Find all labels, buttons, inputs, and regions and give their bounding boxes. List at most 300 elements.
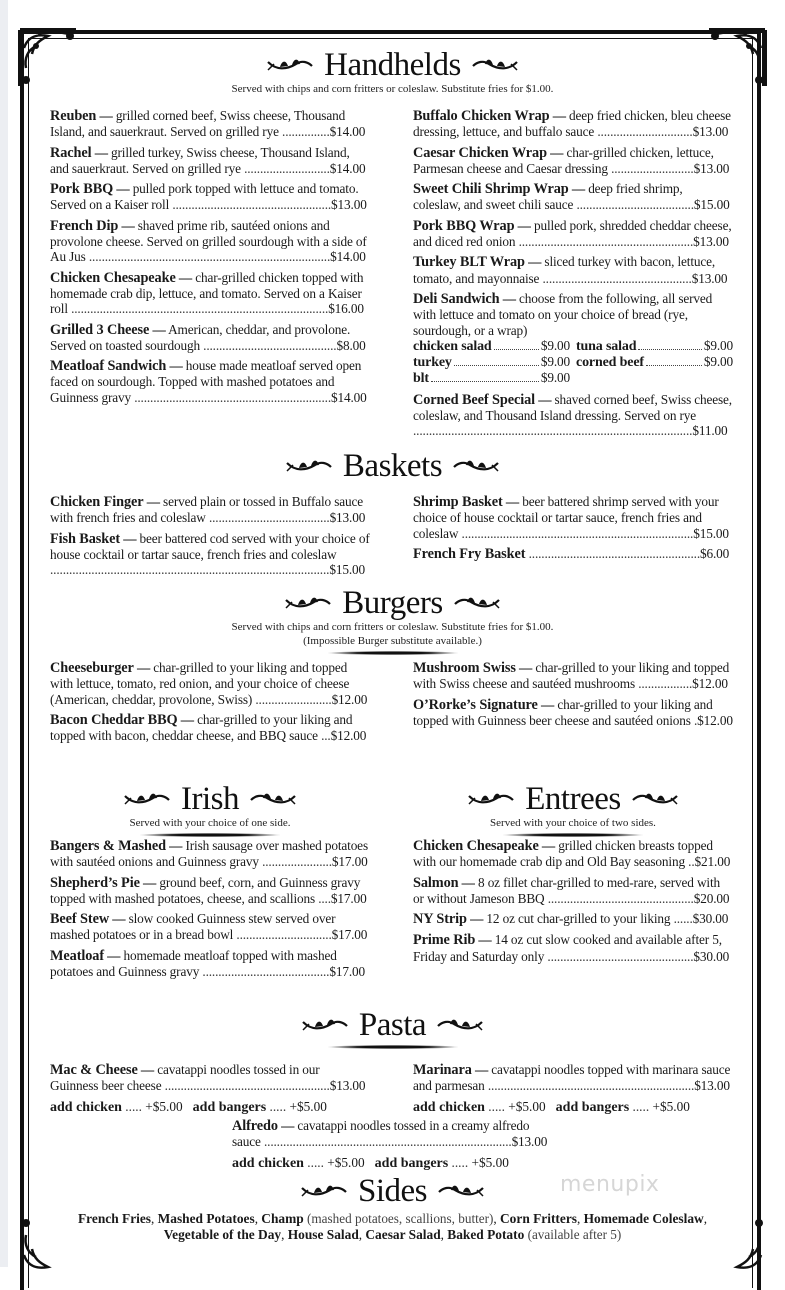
- addon-price: +$5.00: [327, 1154, 365, 1170]
- dot-leader: ......................................................: [528, 545, 701, 561]
- swirl-right-icon: [437, 1182, 485, 1200]
- menu-item: [50, 181, 370, 213]
- menu-item: [413, 697, 733, 729]
- dot-leader: .................................................................: [487, 1078, 695, 1094]
- dot-leader: .: [693, 712, 698, 728]
- item-price: $13.00: [693, 234, 729, 250]
- dot-leader: ..............................: [236, 927, 332, 943]
- addon-price: +$5.00: [508, 1098, 546, 1114]
- section-header-baskets: [270, 449, 515, 483]
- addon-name: add chicken: [50, 1099, 122, 1115]
- dot-leader: ............................................................................: [88, 249, 331, 265]
- side-item: Mashed Potatoes: [157, 1211, 255, 1226]
- item-name: Mac & Cheese: [50, 1062, 138, 1078]
- dash: —: [136, 660, 151, 675]
- dot-leader: .................: [638, 676, 693, 692]
- dot-leader: ...........................: [244, 160, 330, 176]
- item-price: $12.00: [697, 712, 733, 728]
- section-divider: [503, 833, 643, 837]
- price-line: [519, 234, 729, 249]
- addon-name: add bangers: [555, 1099, 630, 1115]
- dash: —: [502, 290, 516, 306]
- menu-item: [413, 218, 733, 250]
- option-name: blt: [413, 371, 429, 387]
- item-price: $30.00: [692, 911, 729, 927]
- item-name: French Fry Basket: [413, 545, 526, 562]
- item-name: Deli Sandwich: [413, 290, 500, 307]
- item-name: French Dip: [50, 217, 119, 234]
- dash: —: [470, 911, 484, 927]
- price-line: [321, 728, 366, 743]
- page-edge: [0, 0, 8, 1267]
- item-name: Chicken Chesapeake: [50, 269, 176, 286]
- option-price: $9.00: [703, 337, 733, 353]
- item-description: grilled corned beef, Swiss cheese, Thousand Island, and sauerkraut. Served on grilled rye: [50, 108, 346, 140]
- addon-bangers: [375, 1155, 509, 1172]
- dash: —: [528, 254, 542, 270]
- item-name: Pork BBQ: [50, 181, 114, 198]
- dot-leader: ....: [318, 890, 331, 906]
- option-name: turkey: [413, 355, 452, 371]
- dash: —: [505, 494, 520, 509]
- item-name: Alfredo: [232, 1118, 278, 1134]
- item-description: beer battered shrimp served with your choice of house cocktail or tartar sauce, french fries and coleslaw: [413, 494, 719, 541]
- item-description: 12 oz cut char-grilled to your liking: [486, 911, 671, 927]
- price-line: [674, 911, 729, 926]
- menu-item: [413, 1062, 733, 1094]
- section-header-pasta: [270, 1008, 515, 1049]
- handhelds-right-column: [413, 108, 733, 444]
- menu-item: [413, 145, 733, 177]
- item-description: char-grilled chicken, lettuce, Parmesan cheese and Caesar dressing: [413, 144, 714, 176]
- swirl-right-icon: [471, 56, 519, 74]
- dash: —: [121, 217, 135, 233]
- item-description: ground beef, corn, and Guinness gravy topped with mashed potatoes, cheese, and scallions: [50, 874, 361, 906]
- dot-leader: [454, 365, 539, 366]
- item-description: grilled chicken breasts topped with our homemade crab dip and Old Bay seasoning: [413, 838, 713, 870]
- item-name: Marinara: [413, 1062, 472, 1078]
- corner-ornament-icon: [707, 28, 767, 88]
- corner-ornament-icon: [18, 28, 78, 88]
- section-title: Baskets: [342, 448, 443, 484]
- addon-bangers: [193, 1099, 327, 1116]
- menu-item: [50, 531, 370, 578]
- item-price: $30.00: [693, 948, 730, 964]
- price-line: [548, 891, 730, 906]
- item-description: char-grilled to your liking and topped with Swiss cheese and sautéed mushrooms: [413, 660, 730, 692]
- dot-leader: ........................: [255, 691, 332, 707]
- section-subtitle-2: (Impossible Burger substitute available.): [303, 635, 482, 647]
- item-price: $13.00: [691, 270, 728, 286]
- dot-leader: ........................................: [202, 964, 330, 980]
- item-description: cavatappi noodles tossed in our Guinness beer cheese: [50, 1062, 320, 1094]
- dash: —: [538, 391, 552, 407]
- menu-item: [50, 1062, 370, 1094]
- item-price: $13.00: [331, 197, 367, 213]
- dot-leader: ..............................................................................: [263, 1134, 512, 1150]
- section-subtitle: Served with your choice of one side.: [129, 817, 291, 829]
- dot-leader: ......................................: [208, 510, 330, 526]
- section-divider: [328, 1045, 458, 1049]
- item-description: 8 oz fillet char-grilled to med-rare, served with or without Jameson BBQ: [413, 874, 720, 906]
- dot-leader: [646, 365, 702, 366]
- burgers-left-column: [50, 660, 370, 748]
- item-description: deep fried chicken, bleu cheese dressing, lettuce, and buffalo sauce: [413, 108, 731, 140]
- pasta-left-column: [50, 1062, 370, 1116]
- dash: —: [112, 911, 126, 927]
- item-name: Chicken Finger: [50, 494, 144, 510]
- item-price: $12.00: [692, 676, 728, 692]
- menu-item: [50, 322, 370, 354]
- price-line: [597, 124, 728, 139]
- price-line: [694, 713, 733, 728]
- deli-options: [413, 338, 733, 387]
- item-name: Buffalo Chicken Wrap: [413, 108, 550, 124]
- menu-item: [413, 932, 733, 964]
- price-line: [71, 301, 364, 316]
- item-price: $16.00: [328, 301, 364, 317]
- burgers-right-column: [413, 660, 733, 733]
- addon-bangers: [556, 1099, 690, 1116]
- dot-leader: ......: [673, 911, 693, 927]
- item-name: O’Rorke’s Signature: [413, 696, 538, 713]
- swirl-left-icon: [467, 790, 515, 808]
- pasta-right-column: [413, 1062, 733, 1116]
- dash: —: [461, 874, 475, 890]
- item-price: $6.00: [700, 545, 730, 561]
- price-line: [244, 161, 365, 176]
- swirl-left-icon: [285, 457, 333, 475]
- deli-option: [413, 370, 570, 386]
- deli-option: [413, 338, 570, 354]
- item-name: Caesar Chicken Wrap: [413, 144, 547, 161]
- addon-price: +$5.00: [652, 1098, 690, 1114]
- option-price: $9.00: [540, 337, 570, 353]
- item-price: $11.00: [692, 423, 728, 439]
- menu-item: [50, 948, 370, 980]
- dash: —: [94, 144, 108, 160]
- item-name: Shrimp Basket: [413, 494, 503, 510]
- swirl-right-icon: [453, 594, 501, 612]
- item-description: 14 oz cut slow cooked and available after 5, Friday and Saturday only: [413, 932, 722, 964]
- dash: —: [143, 874, 157, 890]
- addon-chicken: [232, 1155, 365, 1172]
- section-title: Irish: [181, 781, 239, 817]
- item-description: deep fried shrimp, coleslaw, and sweet chili sauce: [413, 181, 683, 213]
- price-line: [255, 692, 367, 707]
- dot-leader: [494, 349, 539, 350]
- pasta-center-column: [232, 1118, 552, 1172]
- dot-leader: [431, 381, 539, 382]
- item-price: $15.00: [693, 525, 729, 541]
- item-price: $12.00: [330, 728, 367, 744]
- section-divider: [328, 651, 458, 655]
- addon-dots: .....: [448, 1154, 472, 1170]
- section-header-irish: [60, 782, 360, 837]
- menu-item: [50, 108, 370, 140]
- dot-leader: ..............................................: [547, 948, 694, 964]
- dash: —: [169, 358, 183, 374]
- dot-leader: ..: [688, 854, 695, 870]
- section-header-handhelds: [100, 48, 685, 96]
- item-description: char-grilled to your liking and topped with lettuce, tomato, red onion, and your choice of cheese (American, cheddar, provolone, Swiss): [50, 660, 350, 707]
- addon-dots: .....: [484, 1098, 509, 1114]
- item-name: Meatloaf Sandwich: [50, 358, 167, 375]
- item-price: $14.00: [329, 124, 366, 140]
- section-title: Pasta: [358, 1007, 427, 1043]
- dot-leader: ...............: [282, 124, 330, 140]
- item-name: Rachel: [50, 144, 92, 161]
- addon-price: +$5.00: [145, 1098, 183, 1114]
- price-line: [89, 249, 366, 264]
- price-line: [462, 526, 729, 541]
- menu-item: [50, 911, 370, 943]
- side-item: Caesar Salad: [365, 1227, 441, 1242]
- dot-leader: ..................................................: [172, 197, 332, 213]
- item-name: Beef Stew: [50, 911, 110, 928]
- side-item: French Fries: [78, 1211, 152, 1226]
- item-description: grilled turkey, Swiss cheese, Thousand Island, and sauerkraut. Served on grilled rye: [50, 144, 350, 176]
- dash: —: [474, 1062, 489, 1077]
- section-title: Entrees: [525, 781, 621, 817]
- dot-leader: ......................: [262, 854, 332, 870]
- addon-chicken: [50, 1099, 183, 1116]
- item-description: sliced turkey with bacon, lettuce, tomato, and mayonnaise: [413, 254, 716, 286]
- item-price: $15.00: [693, 197, 730, 213]
- item-name: Shepherd’s Pie: [50, 874, 140, 891]
- item-description: pulled pork topped with lettuce and tomato. Served on a Kaiser roll: [50, 181, 359, 213]
- menu-item: [413, 875, 733, 907]
- dot-leader: .........................................................................: [461, 525, 694, 541]
- price-line: [638, 676, 728, 691]
- price-line: [543, 271, 728, 286]
- pasta-addons: [232, 1155, 552, 1172]
- menu-item: [232, 1118, 552, 1150]
- price-line: [488, 1078, 730, 1093]
- item-description: cavatappi noodles tossed in a creamy alfredo sauce: [232, 1118, 530, 1150]
- item-price: $17.00: [331, 927, 368, 943]
- sides-list: French Fries, Mashed Potatoes, Champ (mashed potatoes, scallions, butter), Corn Fritters, Homemade Coleslaw, Vegetable of the Day, House Salad, Caesar Salad, Baked Potato (available after 5): [78, 1211, 707, 1242]
- price-line: [209, 510, 365, 525]
- price-line: [264, 1134, 547, 1149]
- menu-item: [50, 145, 370, 177]
- menu-item: [50, 494, 370, 526]
- section-subtitle: Served with your choice of two sides.: [490, 817, 656, 829]
- baskets-left-column: [50, 494, 370, 582]
- option-name: chicken salad: [413, 338, 492, 354]
- menu-item: [413, 494, 733, 541]
- price-line: [688, 854, 730, 869]
- menu-item: [50, 712, 370, 744]
- item-price: $13.00: [329, 510, 366, 526]
- dot-leader: ..........................: [611, 160, 694, 176]
- price-line: [262, 854, 368, 869]
- item-price: $20.00: [693, 890, 730, 906]
- dash: —: [178, 269, 193, 285]
- handhelds-left-column: [50, 108, 370, 410]
- item-name: Reuben: [50, 108, 97, 124]
- swirl-left-icon: [300, 1182, 348, 1200]
- item-price: $8.00: [336, 337, 366, 353]
- menu-item: [413, 254, 733, 286]
- menu-item: [50, 358, 370, 405]
- addon-dots: .....: [303, 1154, 328, 1170]
- option-name: corned beef: [576, 355, 644, 371]
- section-title: Handhelds: [324, 47, 461, 83]
- dot-leader: ........................................................................................: [50, 562, 330, 578]
- item-description: slow cooked Guinness stew served over mashed potatoes or in a bread bowl: [50, 911, 336, 943]
- dash: —: [571, 181, 585, 197]
- item-description: char-grilled to your liking and topped with bacon, cheddar cheese, and BBQ sauce: [50, 711, 353, 744]
- item-description: pulled pork, shredded cheddar cheese, and diced red onion: [413, 217, 732, 250]
- addon-name: add bangers: [192, 1099, 267, 1115]
- dash: —: [540, 696, 555, 712]
- item-price: $17.00: [330, 890, 367, 906]
- menu-item: [413, 392, 733, 439]
- item-description: shaved prime rib, sautéed onions and provolone cheese. Served on grilled sourdough with a side of Au Jus: [50, 217, 367, 265]
- section-header-entrees: [423, 782, 723, 837]
- dot-leader: ..............................: [597, 124, 693, 140]
- swirl-left-icon: [301, 1016, 349, 1034]
- dash: —: [116, 181, 130, 197]
- swirl-left-icon: [284, 594, 332, 612]
- pasta-addons: [413, 1099, 733, 1116]
- side-note: (available after 5): [527, 1227, 622, 1242]
- deli-option: [576, 354, 733, 370]
- dash: —: [517, 217, 531, 233]
- section-divider: [140, 833, 280, 837]
- item-name: Sweet Chili Shrimp Wrap: [413, 181, 569, 198]
- dot-leader: ........................................................................................: [413, 423, 693, 439]
- dash: —: [550, 144, 564, 160]
- menu-item: [413, 660, 733, 692]
- item-price: $14.00: [331, 389, 367, 405]
- menu-item: [413, 838, 733, 870]
- addon-price: +$5.00: [471, 1154, 509, 1170]
- item-description: house made meatloaf served open faced on sourdough. Topped with mashed potatoes and Guinness gravy: [50, 358, 362, 405]
- addon-name: add chicken: [413, 1099, 485, 1115]
- item-price: $14.00: [330, 249, 366, 265]
- item-price: $13.00: [693, 160, 730, 176]
- dash: —: [140, 1062, 155, 1077]
- dot-leader: ..............................................: [547, 890, 694, 906]
- swirl-right-icon: [436, 1016, 484, 1034]
- item-description: served plain or tossed in Buffalo sauce with french fries and coleslaw: [50, 494, 364, 526]
- price-line: [236, 927, 367, 942]
- price-line: [134, 390, 366, 405]
- menu-item: [50, 270, 370, 317]
- addon-name: add chicken: [232, 1155, 304, 1171]
- side-item: Baked Potato: [447, 1227, 525, 1242]
- item-price: $13.00: [692, 124, 729, 140]
- item-description: shaved corned beef, Swiss cheese, coleslaw, and Thousand Island dressing. Served on rye: [413, 391, 732, 424]
- side-item: Vegetable of the Day: [163, 1227, 282, 1242]
- item-description: beer battered cod served with your choice of house cocktail or tartar sauce, french fries and coleslaw: [50, 530, 370, 562]
- dot-leader: ..............................................................: [134, 389, 331, 405]
- item-price: $21.00: [694, 854, 731, 870]
- item-name: Pork BBQ Wrap: [413, 217, 515, 234]
- menu-item: [50, 875, 370, 907]
- item-price: $13.00: [511, 1134, 548, 1150]
- item-price: $15.00: [329, 562, 366, 578]
- price-line: [529, 546, 730, 561]
- dot-leader: .......................................................: [518, 234, 694, 250]
- watermark: menupix: [560, 1172, 660, 1197]
- swirl-right-icon: [631, 790, 679, 808]
- menu-item: [413, 181, 733, 213]
- dash: —: [552, 108, 566, 123]
- dot-leader: [638, 349, 701, 350]
- dot-leader: ...............................................: [542, 270, 692, 286]
- addon-dots: .....: [266, 1098, 290, 1114]
- option-name: tuna salad: [576, 338, 637, 354]
- irish-column: [50, 838, 370, 984]
- price-line: [318, 891, 366, 906]
- dot-leader: ...: [321, 728, 331, 744]
- item-name: Corned Beef Special: [413, 391, 535, 408]
- dot-leader: ....................................................: [164, 1078, 330, 1094]
- item-price: $12.00: [331, 691, 368, 707]
- addon-name: add bangers: [374, 1155, 449, 1171]
- price-line: [282, 124, 365, 139]
- dash: —: [180, 711, 194, 727]
- menu-item-deli-sandwich: [413, 291, 733, 387]
- price-line: [172, 197, 366, 212]
- dot-leader: ..........................................: [203, 337, 337, 353]
- swirl-left-icon: [266, 56, 314, 74]
- price-line: [576, 197, 729, 212]
- price-line: [50, 562, 365, 577]
- pasta-addons: [50, 1099, 370, 1116]
- section-header-sides: [280, 1174, 505, 1208]
- dash: —: [99, 108, 113, 123]
- side-item: Champ: [261, 1211, 304, 1226]
- side-note: (mashed potatoes, scallions, butter): [307, 1211, 494, 1226]
- item-name: Fish Basket: [50, 530, 121, 547]
- side-item: Homemade Coleslaw: [583, 1211, 704, 1226]
- menu-item: [413, 546, 733, 562]
- price-line: [611, 161, 729, 176]
- section-title: Burgers: [342, 585, 443, 621]
- deli-option: [576, 338, 733, 354]
- item-description: American, cheddar, and provolone. Served on toasted sourdough: [50, 321, 351, 353]
- item-price: $17.00: [329, 964, 366, 980]
- item-description: homemade meatloaf topped with mashed potatoes and Guinness gravy: [50, 947, 337, 980]
- addon-price: +$5.00: [289, 1098, 327, 1114]
- dash: —: [123, 530, 137, 546]
- section-subtitle: Served with chips and corn fritters or coleslaw. Substitute fries for $1.00.: [231, 83, 554, 95]
- swirl-left-icon: [123, 790, 171, 808]
- menu-item: [413, 108, 733, 140]
- menu-item: [50, 218, 370, 265]
- section-title: Sides: [357, 1173, 427, 1209]
- item-price: $17.00: [331, 854, 368, 870]
- addon-dots: .....: [629, 1098, 653, 1114]
- option-price: $9.00: [540, 370, 570, 386]
- menu-item: [413, 911, 733, 927]
- menu-item: [50, 660, 370, 707]
- price-line: [547, 949, 729, 964]
- item-name: Grilled 3 Cheese: [50, 321, 150, 338]
- menu-item: [50, 838, 370, 870]
- item-name: Prime Rib: [413, 932, 476, 949]
- item-name: Bangers & Mashed: [50, 838, 166, 854]
- addon-chicken: [413, 1099, 546, 1116]
- swirl-right-icon: [452, 457, 500, 475]
- item-name: Bacon Cheddar BBQ: [50, 711, 178, 728]
- addon-dots: .....: [121, 1098, 146, 1114]
- price-line: [413, 423, 728, 438]
